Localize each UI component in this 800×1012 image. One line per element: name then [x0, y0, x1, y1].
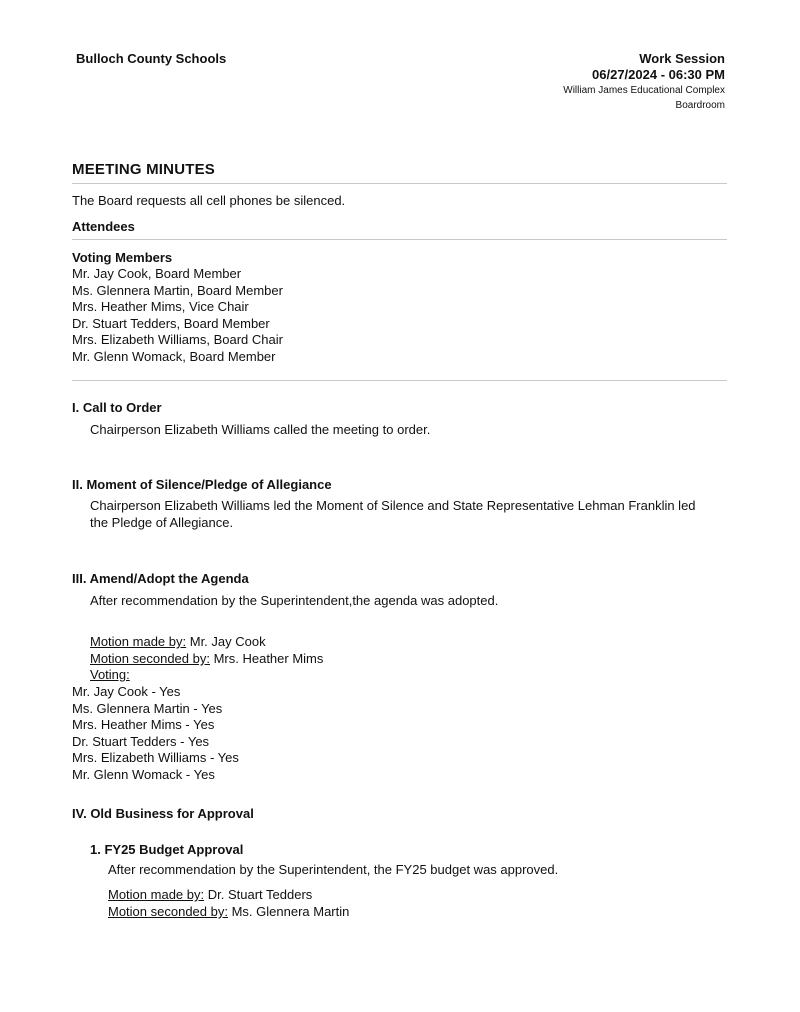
motion-made-line: [90, 634, 266, 651]
members-divider: [72, 380, 727, 381]
section-body: Chairperson Elizabeth Williams called the meeting to order.: [90, 422, 431, 437]
list-item: Ms. Glennera Martin, Board Member: [72, 282, 283, 298]
page-title: MEETING MINUTES: [72, 161, 216, 178]
section-heading: II. Moment of Silence/Pledge of Allegiance: [72, 477, 332, 492]
motion-seconded-line: [90, 651, 323, 668]
motion-made-label: Motion made by:: [108, 887, 205, 902]
location-line1: William James Educational Complex: [563, 85, 725, 96]
list-item: Mrs. Elizabeth Williams, Board Chair: [72, 332, 283, 347]
section-heading: IV. Old Business for Approval: [72, 806, 254, 821]
list-item: Mr. Glenn Womack - Yes: [72, 766, 215, 782]
motion-made-by: Dr. Stuart Tedders: [207, 887, 313, 902]
voting-members-heading: Voting Members: [72, 250, 173, 265]
attendees-divider: [72, 239, 727, 240]
motion-made-label: Motion made by:: [90, 634, 187, 649]
votes-list: [72, 684, 239, 783]
motion-made-by: Mr. Jay Cook: [189, 634, 266, 649]
subsection-body: After recommendation by the Superintendent, the FY25 budget was approved.: [108, 862, 559, 877]
voting-members-list: [72, 266, 283, 365]
section-body: Chairperson Elizabeth Williams led the Moment of Silence and State Representative Lehman Franklin led the Pledge of Allegiance.: [90, 498, 696, 530]
list-item: Dr. Stuart Tedders, Board Member: [72, 315, 270, 331]
motion-seconded-line: [108, 904, 349, 921]
motion-seconded-by: Mrs. Heather Mims: [213, 651, 324, 666]
list-item: Mr. Glenn Womack, Board Member: [72, 348, 276, 364]
session-type: Work Session: [639, 51, 725, 66]
subsection-heading: 1. FY25 Budget Approval: [90, 842, 244, 857]
section-body: After recommendation by the Superintendent,the agenda was adopted.: [90, 593, 499, 608]
motion-seconded-label: Motion seconded by:: [90, 651, 210, 666]
notice-text: The Board requests all cell phones be silenced.: [72, 193, 346, 208]
organization-name: Bulloch County Schools: [76, 51, 227, 66]
title-divider: [72, 183, 727, 184]
list-item: Ms. Glennera Martin - Yes: [72, 700, 223, 716]
location-line2: Boardroom: [675, 100, 725, 111]
meeting-info: [563, 51, 725, 113]
list-item: Dr. Stuart Tedders - Yes: [72, 733, 210, 749]
list-item: Mrs. Heather Mims, Vice Chair: [72, 299, 249, 314]
section-heading: III. Amend/Adopt the Agenda: [72, 571, 249, 586]
list-item: Mr. Jay Cook, Board Member: [72, 266, 242, 281]
attendees-heading: Attendees: [72, 219, 135, 234]
list-item: Mrs. Heather Mims - Yes: [72, 717, 215, 732]
section-heading: I. Call to Order: [72, 400, 162, 415]
list-item: Mrs. Elizabeth Williams - Yes: [72, 750, 239, 765]
list-item: Mr. Jay Cook - Yes: [72, 684, 181, 699]
motion-seconded-by: Ms. Glennera Martin: [231, 904, 350, 919]
meeting-datetime: 06/27/2024 - 06:30 PM: [592, 67, 725, 82]
voting-label: Voting:: [90, 667, 130, 682]
motion-made-line: [108, 887, 312, 904]
motion-seconded-label: Motion seconded by:: [108, 904, 228, 919]
